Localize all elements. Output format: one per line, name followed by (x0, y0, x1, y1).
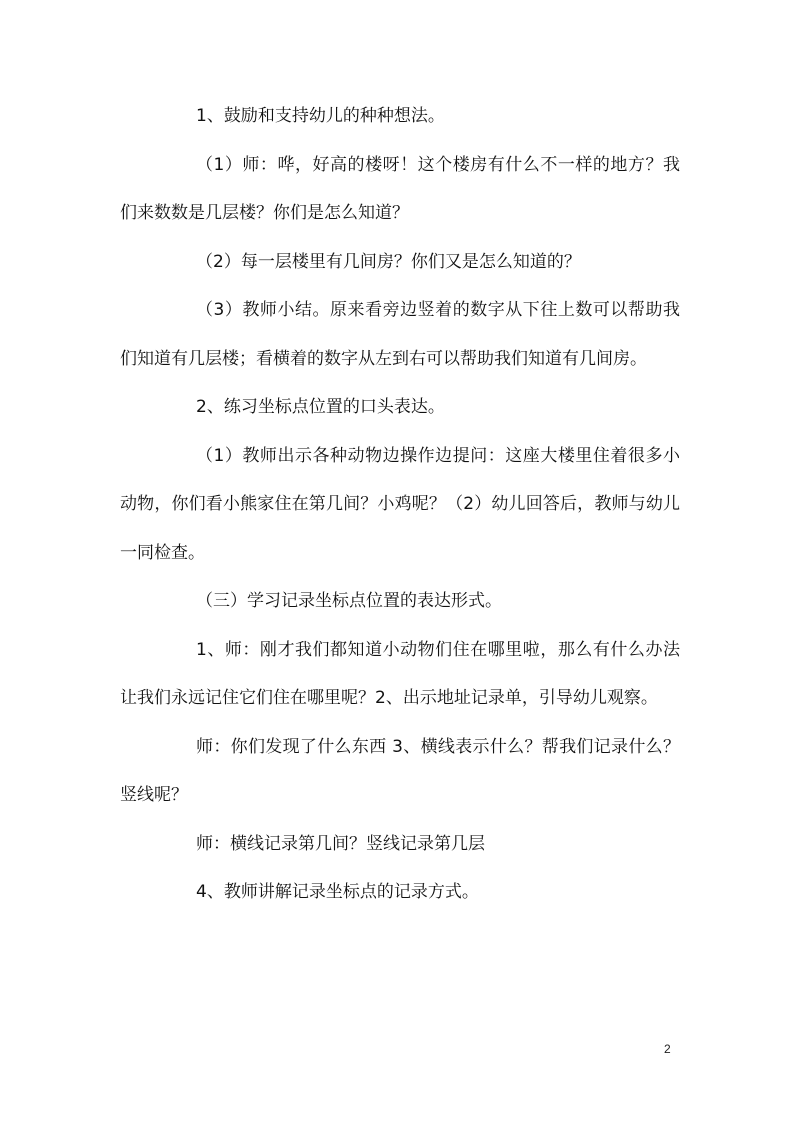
paragraph-11: 4、教师讲解记录坐标点的记录方式。 (196, 882, 479, 902)
page-number: 2 (664, 1042, 671, 1056)
paragraph-8: 1、师：刚才我们都知道小动物们住在哪里啦，那么有什么办法让我们永远记住它们住在哪里呢？2、出示地址记录单，引导幼儿观察。 (120, 639, 680, 708)
paragraph-6: （1）教师出示各种动物边操作边提问：这座大楼里住着很多小动物，你们看小熊家住在第几间？小鸡呢？（2）幼儿回答后，教师与幼儿一同检查。 (120, 445, 680, 563)
paragraph-2: （1）师：哗，好高的楼呀！这个楼房有什么不一样的地方？我们来数数是几层楼？你们是怎么知道？ (120, 154, 680, 223)
paragraph-3: （2）每一层楼里有几间房？你们又是怎么知道的？ (196, 251, 581, 272)
paragraph-7: （三）学习记录坐标点位置的表达形式。 (196, 591, 502, 611)
paragraph-9: 师：你们发现了什么东西 3、横线表示什么？帮我们记录什么？竖线呢？ (120, 736, 680, 805)
paragraph-10: 师：横线记录第几间？竖线记录第几层 (196, 833, 485, 854)
paragraph-1: 1、鼓励和支持幼儿的种种想法。 (196, 106, 445, 126)
paragraph-4: （3）教师小结。原来看旁边竖着的数字从下往上数可以帮助我们知道有几层楼；看横着的数字从左到右可以帮助我们知道有几间房。 (120, 300, 680, 369)
body-text (120, 92, 680, 917)
paragraph-5: 2、练习坐标点位置的口头表达。 (196, 397, 445, 417)
